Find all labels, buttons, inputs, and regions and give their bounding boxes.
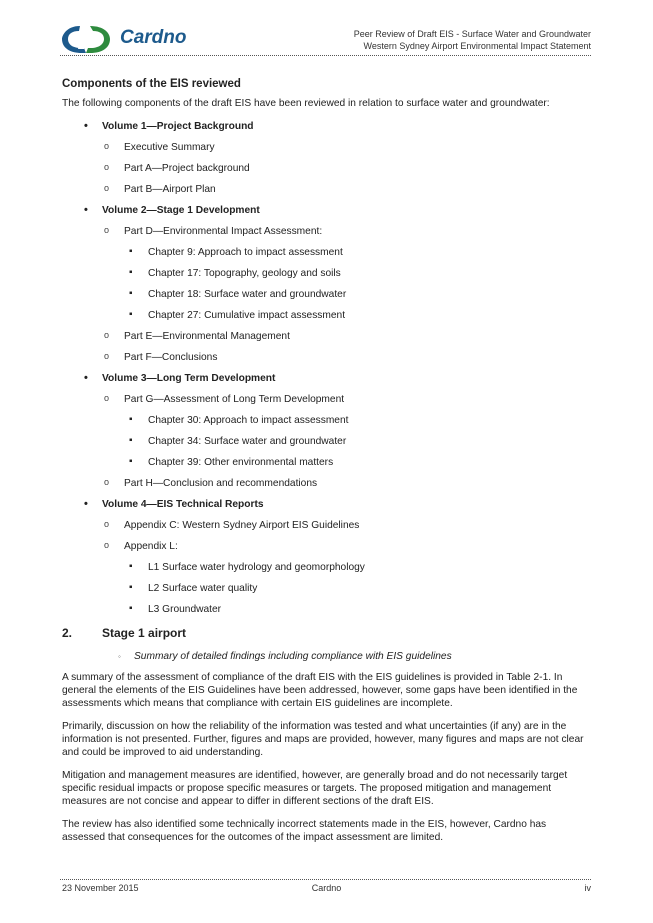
stage-body [62, 671, 592, 854]
volume-sublist [102, 519, 592, 616]
summary-heading [118, 651, 452, 662]
header-line-2: Western Sydney Airport Environmental Impact Statement [363, 41, 591, 51]
body-paragraph: The review has also identified some technically incorrect statements made in the EIS, however, Cardno has assessed that consequences for the outcomes of the impact assessment are limited. [62, 819, 547, 843]
section-intro: The following components of the draft EIS have been reviewed in relation to surface water and groundwater: [62, 98, 550, 109]
chapter-item: ▪ L1 Surface water hydrology and geomorphology [124, 561, 592, 574]
part-item: o Part E—Environmental Management [102, 330, 592, 343]
body-paragraph: A summary of the assessment of compliance of the draft EIS with the EIS guidelines is provided in Table 2-1. In general the elements of the EIS Guidelines have been addressed, however, some gaps have been identified in the assessments which means that compliance with certain EIS guidelines are incomplete. [62, 672, 578, 709]
body-paragraph: Primarily, discussion on how the reliability of the information was tested and what uncertainties (if any) are in the information is not presented. Further, figures and maps are provided, however, many figures and maps are not clear and could be improved to aid understanding. [62, 721, 584, 758]
volume-sublist [102, 141, 592, 196]
footer-company: Cardno [311, 883, 342, 893]
stage-title: Stage 1 airport [102, 626, 187, 640]
summary-bullet-icon: ◦ [118, 652, 121, 661]
part-item [102, 393, 592, 469]
page-number: iv [584, 883, 591, 893]
chapter-item: ▪ Chapter 9: Approach to impact assessment [124, 246, 592, 259]
stage-heading [62, 626, 186, 640]
summary-heading-text: Summary of detailed findings including compliance with EIS guidelines [134, 651, 452, 662]
volume-item [62, 120, 592, 196]
running-header [354, 28, 591, 52]
body-paragraph: Mitigation and management measures are identified, however, are generally broad and do not necessarily target specific residual impacts or propose specific measures or targets. The proposed mitigation and management measures are not concise and appear to differ in different sections of the draft EIS. [62, 770, 568, 807]
part-item: o Executive Summary [102, 141, 592, 154]
part-label: Appendix L: [124, 541, 178, 552]
volume-item [62, 372, 592, 490]
part-item [102, 225, 592, 322]
part-item: o Part B—Airport Plan [102, 183, 592, 196]
chapter-item: ▪ L3 Groundwater [124, 603, 592, 616]
part-label: Part D—Environmental Impact Assessment: [124, 226, 323, 237]
section-title: Components of the EIS reviewed [62, 78, 241, 90]
chapter-list [124, 414, 592, 469]
volume-sublist [102, 393, 592, 490]
stage-number: 2. [62, 626, 73, 640]
chapter-item: ▪ Chapter 17: Topography, geology and soils [124, 267, 592, 280]
logo-wordmark: Cardno [120, 27, 187, 48]
footer-divider [60, 879, 591, 880]
volume-label: Volume 3—Long Term Development [102, 373, 276, 384]
part-item: o Part A—Project background [102, 162, 592, 175]
volume-item [62, 498, 592, 616]
chapter-list [124, 246, 592, 322]
chapter-item: ▪ Chapter 27: Cumulative impact assessment [124, 309, 592, 322]
footer-date: 23 November 2015 [62, 883, 139, 893]
chapter-item: ▪ Chapter 39: Other environmental matters [124, 456, 592, 469]
chapter-item: ▪ L2 Surface water quality [124, 582, 592, 595]
chapter-list [124, 561, 592, 616]
chapter-item: ▪ Chapter 18: Surface water and groundwater [124, 288, 592, 301]
part-item: o Part F—Conclusions [102, 351, 592, 364]
volume-label: Volume 4—EIS Technical Reports [102, 499, 264, 510]
volume-sublist [102, 225, 592, 364]
part-item [102, 540, 592, 616]
part-item: o Part H—Conclusion and recommendations [102, 477, 592, 490]
part-label: Part G—Assessment of Long Term Development [124, 394, 345, 405]
chapter-item: ▪ Chapter 34: Surface water and groundwater [124, 435, 592, 448]
chapter-item: ▪ Chapter 30: Approach to impact assessment [124, 414, 592, 427]
part-item: o Appendix C: Western Sydney Airport EIS Guidelines [102, 519, 592, 532]
volume-item [62, 204, 592, 364]
volume-label: Volume 1—Project Background [102, 121, 254, 132]
header-divider [60, 55, 591, 56]
volume-list [62, 120, 592, 616]
header-line-1: Peer Review of Draft EIS - Surface Water and Groundwater [353, 29, 591, 39]
components-section [62, 78, 592, 624]
volume-label: Volume 2—Stage 1 Development [102, 205, 260, 216]
